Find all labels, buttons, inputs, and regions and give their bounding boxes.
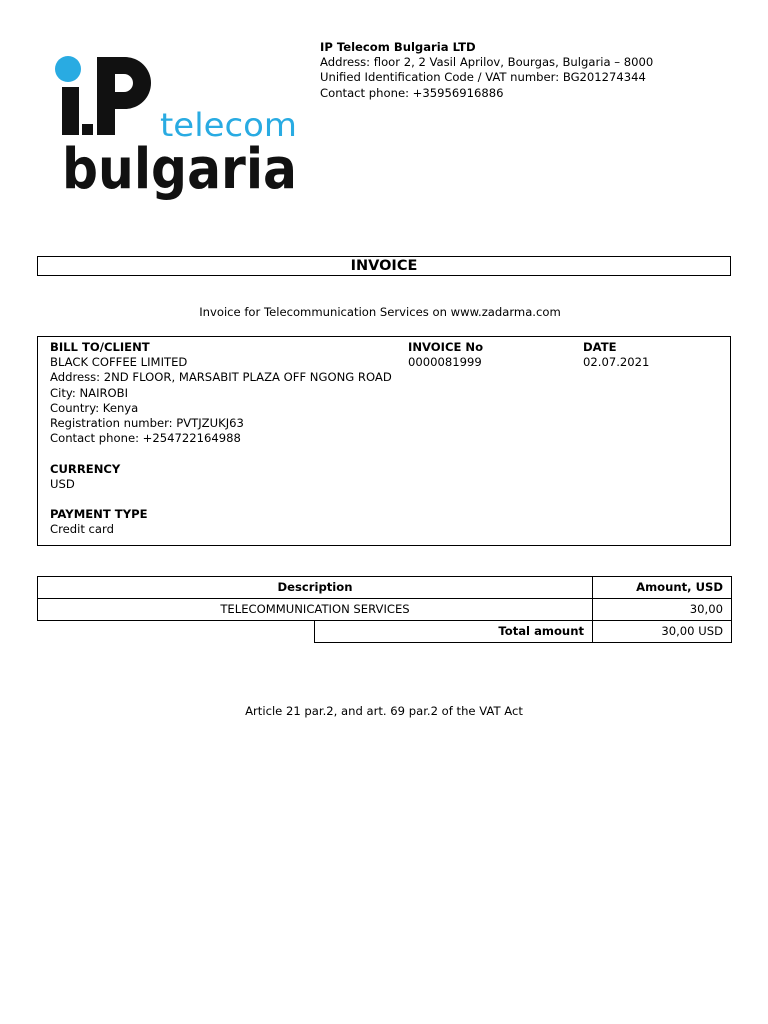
logo-i-stem <box>62 87 79 135</box>
date-heading: DATE <box>583 340 617 354</box>
logo-dot <box>55 56 81 82</box>
currency-heading: CURRENCY <box>50 461 121 476</box>
table-header-row <box>38 577 732 599</box>
logo-telecom-text: telecom <box>160 106 297 144</box>
logo-p-mark <box>97 57 151 135</box>
payment-type-value: Credit card <box>50 522 114 537</box>
amount-header: Amount, USD <box>593 577 732 599</box>
total-value: 30,00 USD <box>593 621 732 643</box>
date-column <box>583 340 649 370</box>
table-row <box>38 599 732 621</box>
company-logo <box>0 0 310 215</box>
payment-type-heading: PAYMENT TYPE <box>50 507 148 522</box>
client-address: Address: 2ND FLOOR, MARSABIT PLAZA OFF NGONG ROAD <box>50 370 392 385</box>
item-description: TELECOMMUNICATION SERVICES <box>38 599 593 621</box>
client-country: Country: Kenya <box>50 400 139 415</box>
items-table <box>37 576 732 643</box>
company-name: IP Telecom Bulgaria LTD <box>320 40 476 54</box>
total-row <box>38 621 732 643</box>
client-name: BLACK COFFEE LIMITED <box>50 355 188 370</box>
logo-bulgaria-text: bulgaria <box>62 137 297 202</box>
invoice-number-column <box>408 340 483 370</box>
invoice-title: INVOICE <box>37 256 731 276</box>
client-registration: Registration number: PVTJZUKJ63 <box>50 416 244 431</box>
client-city: City: NAIROBI <box>50 385 129 400</box>
total-spacer <box>38 621 315 643</box>
company-vat: Unified Identification Code / VAT number: BG201274344 <box>320 70 646 85</box>
client-column <box>50 340 392 538</box>
logo-i-foot <box>82 124 93 135</box>
bill-to-box <box>37 336 731 546</box>
invoice-number-heading: INVOICE No <box>408 340 484 354</box>
bill-to-heading: BILL TO/CLIENT <box>50 340 150 354</box>
description-header: Description <box>38 577 593 599</box>
total-label: Total amount <box>315 621 593 643</box>
client-phone: Contact phone: +254722164988 <box>50 431 241 446</box>
vat-note: Article 21 par.2, and art. 69 par.2 of the VAT Act <box>245 704 523 718</box>
date-value: 02.07.2021 <box>583 355 650 370</box>
company-phone: Contact phone: +35956916886 <box>320 85 504 100</box>
item-amount: 30,00 <box>593 599 732 621</box>
company-info <box>320 40 653 101</box>
currency-value: USD <box>50 476 75 491</box>
invoice-subtitle: Invoice for Telecommunication Services on www.zadarma.com <box>199 305 561 319</box>
company-address: Address: floor 2, 2 Vasil Aprilov, Bourgas, Bulgaria – 8000 <box>320 55 654 70</box>
invoice-number-value: 0000081999 <box>408 355 482 370</box>
